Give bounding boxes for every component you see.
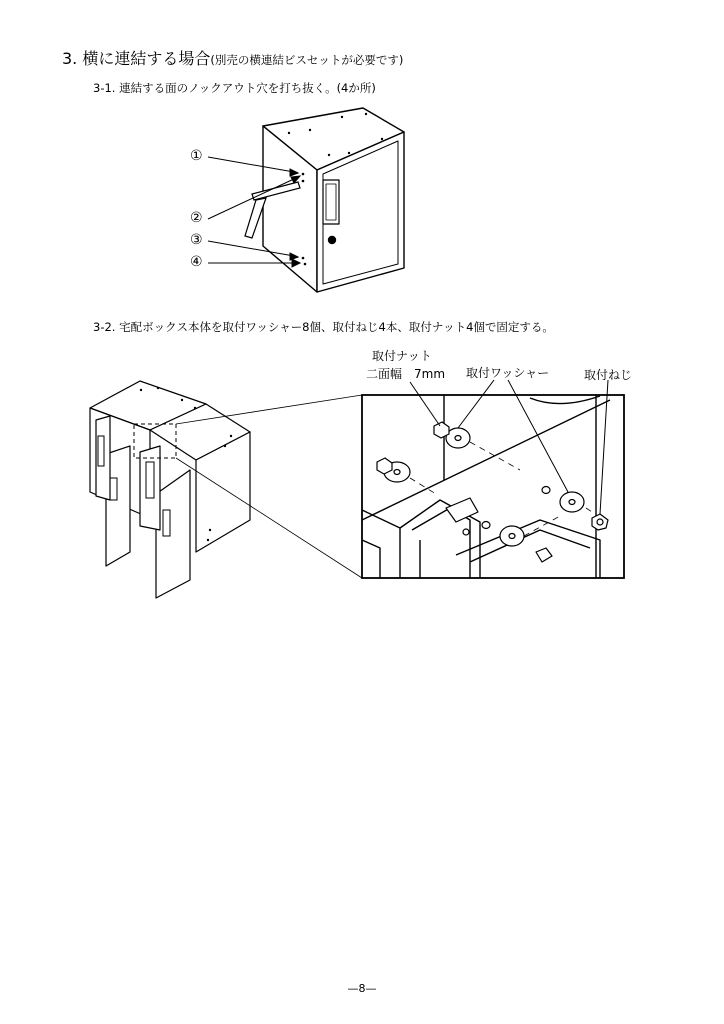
step-3-1-text: 連結する面のノックアウト穴を打ち抜く。(4か所) xyxy=(119,81,376,95)
step-3-1-label: 3-1. xyxy=(93,81,116,95)
page-number: —8— xyxy=(347,982,377,995)
callout-nut: 取付ナット xyxy=(372,349,432,363)
section-title-text: 横に連結する場合 xyxy=(82,49,211,68)
callout-washer: 取付ワッシャー xyxy=(466,366,550,380)
step-3-2-text: 宅配ボックス本体を取付ワッシャー8個、取付ねじ4本、取付ナット4個で固定する。 xyxy=(119,320,554,334)
callout-nut-size: 二面幅 7mm xyxy=(366,367,446,381)
marker-2: ② xyxy=(190,210,203,226)
marker-4: ④ xyxy=(190,254,203,270)
marker-1: ① xyxy=(190,148,203,164)
section-note: (別売の横連結ビスセットが必要です) xyxy=(210,53,404,67)
section-number: 3. xyxy=(62,49,78,68)
step-3-2-label: 3-2. xyxy=(93,320,116,334)
callout-screw: 取付ねじ xyxy=(584,368,633,382)
marker-3: ③ xyxy=(190,232,203,248)
